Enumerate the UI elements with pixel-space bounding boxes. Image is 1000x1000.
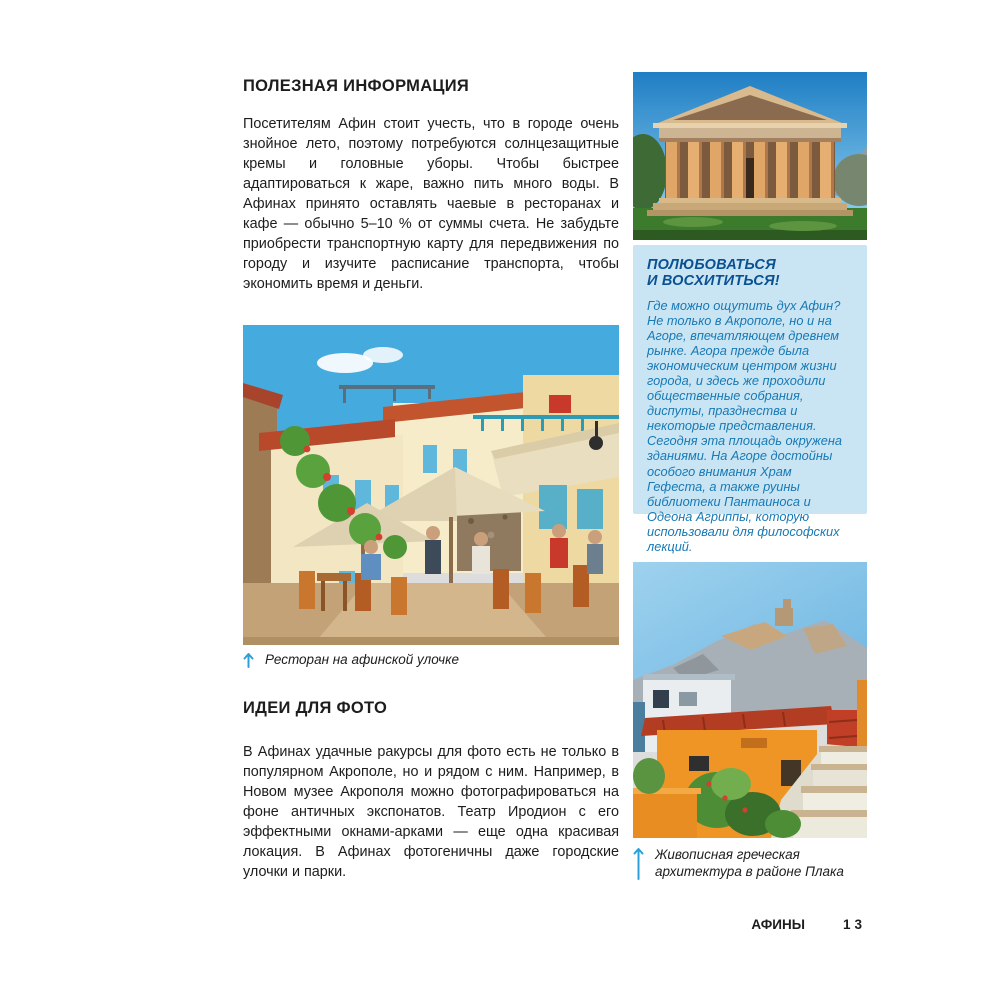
callout-body-text: Где можно ощутить дух Афин? Не только в Акрополе, но и на Агоре, впечатляющем древнем рынке. Агора прежде была экономическим центром жизни города, и здесь же проходили общественные собрания, диспуты, празднества и некоторые представления. Сегодня эта площадь окружена зданиями. На Агоре достойны особого внимания Храм Гефеста, а также руины библиотеки Пантаиноса и Одеона Агриппы, которую использовали для философских лекций. [647,298,842,554]
photo-ideas-paragraph: В Афинах удачные ракурсы для фото есть не только в популярном Акрополе, но и рядом с ним. Например, в Новом музее Акрополя можно фотографироваться на фоне античных экспонатов. Театр Иродион с его эффектными окнами-арками — еще одна красивая локация. В Афинах фотогеничны даже городские улочки и парки. [243,744,619,880]
plaka-photo-caption [633,846,867,884]
caption-text: Ресторан на афинской улочке [265,652,460,667]
page-footer [0,917,866,932]
restaurant-street-photo [243,325,619,645]
up-arrow-icon [243,651,254,672]
section-heading-photo-ideas: ИДЕИ ДЛЯ ФОТО [243,699,388,717]
up-arrow-icon [633,846,644,884]
footer-page-number: 13 [842,917,866,932]
footer-section-label: АФИНЫ [751,917,805,932]
section-heading-useful-info: ПОЛЕЗНАЯ ИНФОРМАЦИЯ [243,77,470,95]
restaurant-photo-caption [243,651,619,672]
temple-of-hephaestus-photo [633,72,867,240]
caption-text: Живописная греческая архитектура в районе Плака [655,847,844,879]
callout-title: ПОЛЮБОВАТЬСЯ И ВОСХИТИТЬСЯ! [647,257,780,289]
useful-info-paragraph: Посетителям Афин стоит учесть, что в городе очень знойное лето, поэтому потребуются солнцезащитные кремы и головные уборы. Чтобы быстрее адаптироваться к жаре, важно пить много воды. В Афинах принято оставлять чаевые в ресторанах и кафе — обычно 5–10 % от суммы счета. Не забудьте приобрести транспортную карту для передвижения по городу и изучите расписание транспорта, чтобы экономить время и деньги. [243,116,619,292]
plaka-street-photo [633,562,867,838]
callout-box-agora [633,245,867,554]
